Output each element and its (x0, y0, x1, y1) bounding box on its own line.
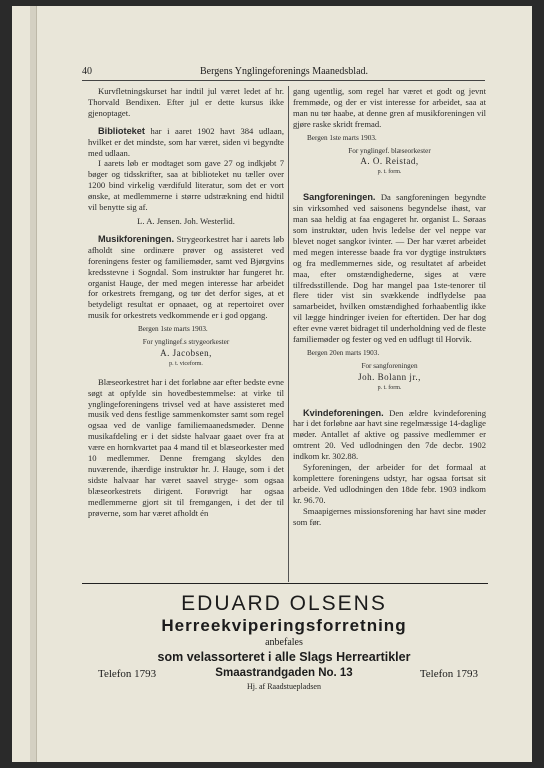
musik-text: Strygeorkestret har i aarets løb afholdt sine ordinære prøver og assisteret ved foreningens fester og familiemøder, samt ved Bjørgvins kredsstevne i Sogndal. Som instruktør har fungeret hr. organist Hauge, der med megen interesse har arbeidet for orkestrets fremgang, og tør det derfor siges, at et betydeligt resultat er opnaaet, og at repertoiret over musik for orkestrets vedkommende er i god opgang. (88, 233, 284, 321)
bibliotek-paragraph-2: I aarets løb er modtaget som gave 27 og indkjøbt 7 bøger og tidsskrifter, saa at biblioteket nu tæller over 1200 bind virkelig værdifuld literatur, som det er vort ønske, at medlemmerne i større udstrækning end hidtil vil benytte sig af. (88, 158, 284, 213)
advert-anbefales: anbefales (265, 637, 303, 648)
sang-role: p. t. form. (377, 384, 402, 391)
sang-heading: Sangforeningen. (303, 192, 376, 203)
advert-rule (82, 583, 488, 584)
syforening-paragraph: Syforeningen, der arbeider for det formaal at komplettere foreningens udstyr, har ogsaa fortsat sit arbeide. Ved udlodningen den 18de febr. 1903 indkom kr. 96.70. (293, 462, 486, 505)
sang-paragraph (293, 192, 486, 345)
advert-assortment: som velassorteret i alle Slags Herreartikler (157, 650, 411, 664)
header-rule (82, 80, 485, 81)
page-number: 40 (82, 66, 92, 77)
blaese-for: For ynglingef. blæseorkester (348, 146, 431, 155)
musik-for: For ynglingef.s strygeorkester (142, 338, 230, 347)
bibliotek-paragraph (88, 126, 284, 159)
blaese-paragraph: Blæseorkestret har i det forløbne aar efter bedste evne søgt at opfylde sin hovedbestemmelse: at virke til ynglingeforeningens trivsel ved at have assisteret med musik ved dens festlige sammenkomster samt som regel ogsaa ved de vanlige familiemaanedsmøder. Denne musikafdeling er i det sidste halvaar gaaet over fra at være en hornkvartet paa 4 mand til et blæseorkester med 10 medlemmer. Denne fremgang skyldes den nuværende, ihærdige instruktør hr. J. Hauge, som i det sidste halvaar har været saavel stryge- som ogsaa blæseorkestrets dirigent. Forøvrigt har ogsaa medlemmerne gjort sit til fremgangen, i det der til prøverne, som har været afholdt én (88, 376, 284, 518)
advert-location: Hj. af Raadstuepladsen (247, 682, 321, 691)
left-column (88, 86, 284, 519)
right-column (293, 86, 486, 528)
sang-signature: Joh. Bolann jr., (358, 371, 421, 382)
musik-date: Bergen 1ste marts 1903. (138, 325, 208, 334)
advert-business: Herreekviperingsforretning (161, 616, 407, 635)
page (12, 6, 532, 762)
smaapiger-paragraph: Smaapigernes missionsforening har havt sine møder som før. (293, 505, 486, 527)
kvinde-heading: Kvindeforeningen. (303, 407, 384, 418)
blaese-date: Bergen 1ste marts 1903. (307, 133, 377, 142)
column-divider (288, 86, 289, 582)
advertisement (84, 586, 484, 696)
intro-paragraph: Kurvfletningskurset har indtil jul været ledet af hr. Thorvald Bendixen. Efter jul er dette kursus ikke gjenoptaget. (88, 86, 284, 118)
sang-for: For sangforeningen (361, 361, 418, 370)
sang-text: Da sangforeningen begyndte sin virksomhed ved saisonens begyndelse ihøst, var man saa heldig at faa engageret hr. organist L. Søraas som instruktør, uden hvis ledelse der vel neppe var blevet noget sangkor ivinter. — Der har været arbeidet med megen interesse baade fra vor dygtige instruktørs og fra medlemmernes side, og resultatet af arbeidet maa, efter omstændighederne, siges at være tilfredsstillende. Dog har mangel paa 1ste-tenorer til flere tider vist sin svækkende indflydelse paa samarbeidet, hvilken omstændighed forhaabentlig ikke vil lægge hindringer iveien for eftertiden. Der har dog efter evne været bidraget til underholdning ved de fleste familiemøder og fester og ved en udflugt til Horvik. (293, 192, 486, 345)
bibliotek-signatures: L. A. Jensen. Joh. Westerlid. (137, 215, 235, 226)
advert-name: EDUARD OLSENS (181, 592, 387, 615)
sang-date: Bergen 20en marts 1903. (307, 348, 380, 357)
bibliotek-heading: Biblioteket (98, 125, 145, 136)
musik-signature: A. Jacobsen, (160, 347, 212, 358)
blaese-signature: A. O. Reistad, (360, 156, 419, 167)
musik-role: p. t. viceform. (169, 360, 203, 367)
binding-edge (30, 6, 37, 762)
page-title: Bergens Ynglingeforenings Maanedsblad. (200, 66, 369, 77)
musik-heading: Musikforeningen. (98, 233, 175, 244)
kvinde-paragraph (293, 408, 486, 463)
blaese-role: p. t. form. (377, 169, 402, 176)
kvinde-text: Den ældre kvindeforening har i det forløbne aar havt sine regelmæssige 14-daglige møder. Antallet af aktive og passive medlemmer er omtrent 20. Ved udlodningen den 7de decbr. 1902 indkom kr. 302.88. (293, 407, 486, 462)
advert-address: Smaastrandgaden No. 13 (215, 667, 353, 679)
musik-paragraph (88, 234, 284, 321)
bibliotek-text: har i aaret 1902 havt 384 udlaan, hvilket er det mindste, som har været, siden vi begyndte med udlaan. (88, 125, 284, 158)
advert-telefon-left: Telefon 1793 (98, 668, 157, 680)
advert-telefon-right: Telefon 1793 (419, 668, 478, 680)
continuation-paragraph: gang ugentlig, som regel har været et godt og jevnt fremmøde, og der er vist interesse for arbeidet, saa at man nu tør haabe, at denne gren af musikforeningen vil gjøre raske skridt fremad. (293, 86, 486, 129)
